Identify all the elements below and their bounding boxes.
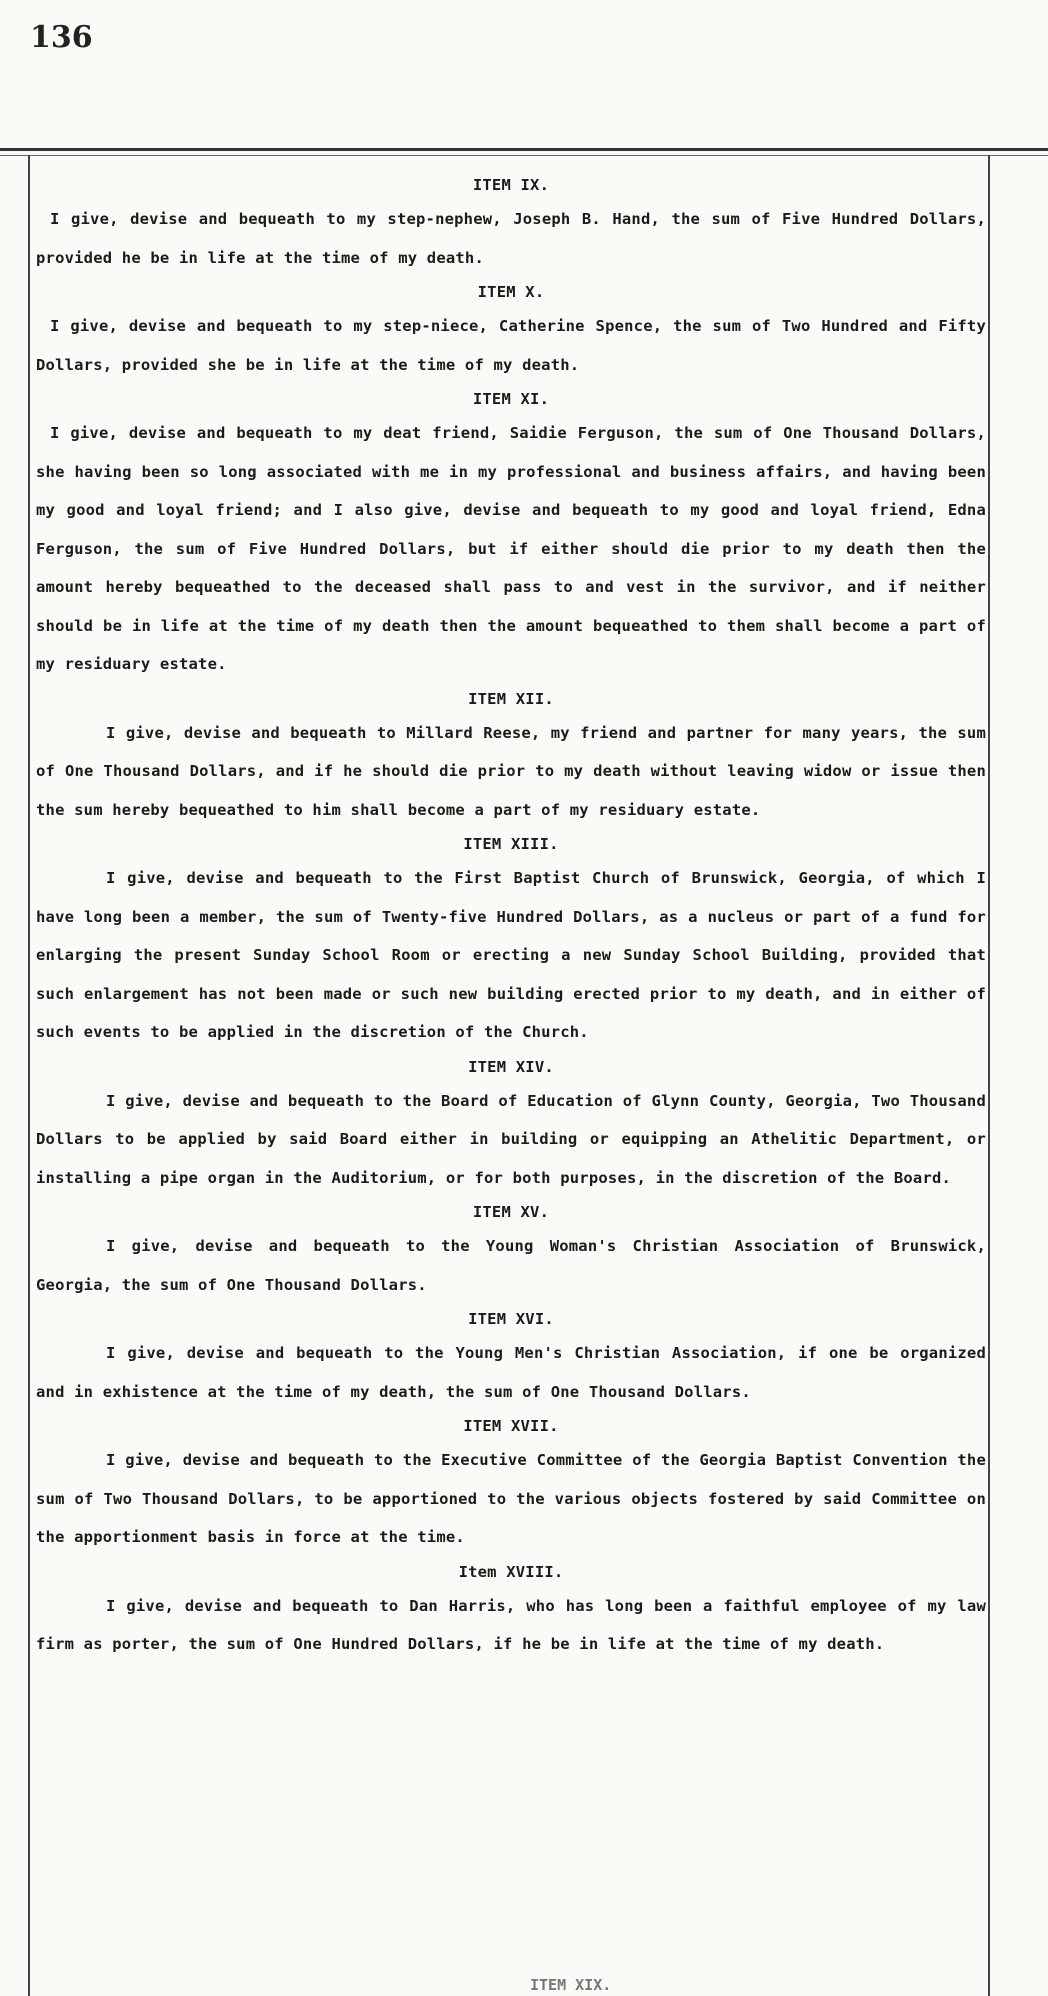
item-heading: ITEM XII. bbox=[468, 689, 554, 708]
item-heading: ITEM XV. bbox=[472, 1203, 550, 1221]
item-section bbox=[36, 277, 986, 384]
item-section bbox=[36, 1411, 986, 1557]
right-border bbox=[988, 155, 990, 1996]
item-heading: ITEM XI. bbox=[472, 390, 550, 408]
item-section bbox=[36, 170, 986, 277]
item-heading: ITEM XVI. bbox=[468, 1310, 554, 1328]
item-section bbox=[36, 1052, 986, 1198]
item-text: I give, devise and bequeath to my deat friend, Saidie Ferguson, the sum of One Thousand Dollars, she having been so long associated with me in my professional and business affairs, and having been my good and loyal friend; and I also give, devise and bequeath to my good and loyal friend, Edna Ferguson, the sum of Five Hundred Dollars, but if either should die prior to my death then the amount hereby bequeathed to the deceased shall pass to and vest in the survivor, and if neither should be in life at the time of my death then the amount bequeathed to them shall become a part of my residuary estate. bbox=[36, 424, 986, 673]
item-text: I give, devise and bequeath to the Young Woman's Christian Association of Brunswick, Georgia, the sum of One Thousand Dollars. bbox=[36, 1237, 986, 1294]
item-heading: Item XVIII. bbox=[458, 1562, 564, 1581]
item-section bbox=[36, 1557, 986, 1664]
item-text: I give, devise and bequeath to the Board of Education of Glynn County, Georgia, Two Thousand Dollars to be applied by said Board either in building or equipping an Athelitic Department, or installing a pipe organ in the Auditorium, or for both purposes, in the discretion of the Board. bbox=[36, 1091, 986, 1187]
item-text: I give, devise and bequeath to the First Baptist Church of Brunswick, Georgia, of which I have long been a member, the sum of Twenty-five Hundred Dollars, as a nucleus or part of a fund for enlarging the present Sunday School Room or erecting a new Sunday School Building, provided that such enlargement has not been made or such new building erected prior to my death, and in either of such events to be applied in the discretion of the Church. bbox=[36, 869, 986, 1041]
item-heading: ITEM XVII. bbox=[463, 1417, 559, 1435]
item-text: I give, devise and bequeath to Millard Reese, my friend and partner for many years, the sum of One Thousand Dollars, and if he should die prior to my death without leaving widow or issue then the sum hereby bequeathed to him shall become a part of my residuary estate. bbox=[36, 723, 986, 819]
item-section bbox=[36, 1197, 986, 1304]
item-text: I give, devise and bequeath to my step-nephew, Joseph B. Hand, the sum of Five Hundred Dollars, provided he be in life at the time of my death. bbox=[36, 210, 986, 267]
item-section bbox=[36, 384, 986, 684]
item-text: I give, devise and bequeath to my step-niece, Catherine Spence, the sum of Two Hundred and Fifty Dollars, provided she be in life at the time of my death. bbox=[36, 317, 986, 374]
top-rule bbox=[0, 148, 1048, 151]
item-heading: ITEM X. bbox=[477, 283, 545, 301]
item-section bbox=[36, 684, 986, 830]
item-text: I give, devise and bequeath to Dan Harris, who has long been a faithful employee of my law firm as porter, the sum of One Hundred Dollars, if he be in life at the time of my death. bbox=[36, 1596, 986, 1653]
item-text: I give, devise and bequeath to the Executive Committee of the Georgia Baptist Convention the sum of Two Thousand Dollars, to be apportioned to the various objects fostered by said Committee on the apportionment basis in force at the time. bbox=[36, 1451, 986, 1546]
page-number: 136 bbox=[30, 20, 93, 55]
top-rule-thin bbox=[0, 155, 1048, 156]
item-section bbox=[36, 1304, 986, 1411]
item-text: I give, devise and bequeath to the Young Men's Christian Association, if one be organized and in exhistence at the time of my death, the sum of One Thousand Dollars. bbox=[36, 1344, 986, 1401]
cut-off-heading: ITEM XIX. bbox=[530, 1976, 612, 1994]
item-heading: ITEM IX. bbox=[472, 176, 550, 194]
item-heading: ITEM XIII. bbox=[463, 835, 559, 853]
item-section bbox=[36, 829, 986, 1052]
will-body bbox=[36, 170, 986, 1664]
left-border bbox=[28, 155, 30, 1996]
item-heading: ITEM XIV. bbox=[468, 1057, 554, 1076]
